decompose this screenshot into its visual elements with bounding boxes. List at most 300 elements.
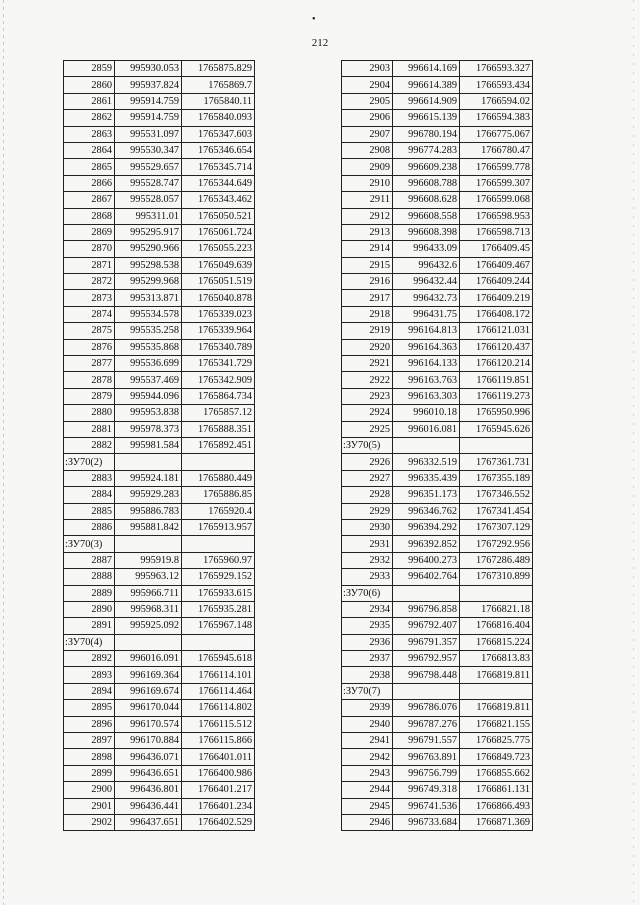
y-coordinate-cell: 1766401.217 [182, 782, 255, 798]
x-coordinate-cell: 995930.053 [115, 61, 182, 77]
table-row [342, 77, 533, 93]
table-row [64, 421, 255, 437]
point-number-cell: 2929 [342, 503, 393, 519]
table-row [342, 208, 533, 224]
section-label: :ЗУ70(4) [64, 634, 115, 650]
table-row [342, 667, 533, 683]
x-coordinate-cell: 995311.01 [115, 208, 182, 224]
point-number-cell: 2920 [342, 339, 393, 355]
x-coordinate-cell: 996780.194 [393, 126, 460, 142]
section-label: :ЗУ70(7) [342, 683, 393, 699]
coordinates-table-left [63, 60, 255, 831]
table-row [342, 159, 533, 175]
table-row [64, 388, 255, 404]
y-coordinate-cell: 1765875.829 [182, 61, 255, 77]
point-number-cell: 2887 [64, 552, 115, 568]
point-number-cell: 2882 [64, 437, 115, 453]
y-coordinate-cell: 1765055.223 [182, 241, 255, 257]
x-coordinate-cell: 996792.407 [393, 618, 460, 634]
table-row [342, 782, 533, 798]
point-number-cell: 2870 [64, 241, 115, 257]
point-number-cell: 2900 [64, 782, 115, 798]
x-coordinate-cell: 996436.801 [115, 782, 182, 798]
x-coordinate-cell: 996402.764 [393, 569, 460, 585]
point-number-cell: 2895 [64, 700, 115, 716]
x-coordinate-cell: 996792.957 [393, 651, 460, 667]
y-coordinate-cell: 1765049.639 [182, 257, 255, 273]
point-number-cell: 2912 [342, 208, 393, 224]
table-row [64, 519, 255, 535]
x-coordinate-cell: 995535.868 [115, 339, 182, 355]
empty-cell [115, 536, 182, 552]
y-coordinate-cell: 1767310.899 [460, 569, 533, 585]
x-coordinate-cell: 996335.439 [393, 470, 460, 486]
table-row [64, 798, 255, 814]
table-row [342, 765, 533, 781]
x-coordinate-cell: 996436.441 [115, 798, 182, 814]
y-coordinate-cell: 1766401.234 [182, 798, 255, 814]
x-coordinate-cell: 996615.139 [393, 110, 460, 126]
y-coordinate-cell: 1766593.434 [460, 77, 533, 93]
x-coordinate-cell: 996170.044 [115, 700, 182, 716]
point-number-cell: 2925 [342, 421, 393, 437]
x-coordinate-cell: 995886.783 [115, 503, 182, 519]
point-number-cell: 2922 [342, 372, 393, 388]
point-number-cell: 2944 [342, 782, 393, 798]
point-number-cell: 2884 [64, 487, 115, 503]
point-number-cell: 2898 [64, 749, 115, 765]
point-number-cell: 2907 [342, 126, 393, 142]
x-coordinate-cell: 995953.838 [115, 405, 182, 421]
y-coordinate-cell: 1766819.811 [460, 667, 533, 683]
y-coordinate-cell: 1765345.714 [182, 159, 255, 175]
y-coordinate-cell: 1766409.467 [460, 257, 533, 273]
table-row [64, 405, 255, 421]
y-coordinate-cell: 1765061.724 [182, 224, 255, 240]
y-coordinate-cell: 1765857.12 [182, 405, 255, 421]
point-number-cell: 2874 [64, 306, 115, 322]
x-coordinate-cell: 996169.364 [115, 667, 182, 683]
empty-cell [393, 683, 460, 699]
y-coordinate-cell: 1766821.18 [460, 601, 533, 617]
point-number-cell: 2867 [64, 192, 115, 208]
y-coordinate-cell: 1766599.068 [460, 192, 533, 208]
x-coordinate-cell: 996614.909 [393, 93, 460, 109]
x-coordinate-cell: 996749.318 [393, 782, 460, 798]
x-coordinate-cell: 996169.674 [115, 683, 182, 699]
table-row [64, 749, 255, 765]
x-coordinate-cell: 996437.651 [115, 814, 182, 830]
table-row [64, 552, 255, 568]
x-coordinate-cell: 996394.292 [393, 519, 460, 535]
point-number-cell: 2904 [342, 77, 393, 93]
empty-cell [182, 454, 255, 470]
y-coordinate-cell: 1765340.789 [182, 339, 255, 355]
empty-cell [460, 437, 533, 453]
point-number-cell: 2942 [342, 749, 393, 765]
table-row [342, 356, 533, 372]
empty-cell [460, 585, 533, 601]
point-number-cell: 2946 [342, 814, 393, 830]
x-coordinate-cell: 995536.699 [115, 356, 182, 372]
x-coordinate-cell: 995924.181 [115, 470, 182, 486]
section-header-row [342, 683, 533, 699]
point-number-cell: 2880 [64, 405, 115, 421]
point-number-cell: 2861 [64, 93, 115, 109]
y-coordinate-cell: 1766855.662 [460, 765, 533, 781]
table-row [64, 356, 255, 372]
empty-cell [115, 634, 182, 650]
table-row [64, 142, 255, 158]
point-number-cell: 2943 [342, 765, 393, 781]
y-coordinate-cell: 1765339.964 [182, 323, 255, 339]
y-coordinate-cell: 1766825.775 [460, 733, 533, 749]
point-number-cell: 2908 [342, 142, 393, 158]
point-number-cell: 2881 [64, 421, 115, 437]
x-coordinate-cell: 996791.357 [393, 634, 460, 650]
x-coordinate-cell: 996756.799 [393, 765, 460, 781]
table-row [342, 519, 533, 535]
x-coordinate-cell: 995966.711 [115, 585, 182, 601]
scan-mark: • [312, 14, 316, 25]
point-number-cell: 2928 [342, 487, 393, 503]
x-coordinate-cell: 996016.081 [393, 421, 460, 437]
table-row [64, 651, 255, 667]
table-row [64, 503, 255, 519]
point-number-cell: 2923 [342, 388, 393, 404]
x-coordinate-cell: 995925.092 [115, 618, 182, 634]
table-row [342, 274, 533, 290]
table-row [64, 618, 255, 634]
point-number-cell: 2897 [64, 733, 115, 749]
x-coordinate-cell: 996433.09 [393, 241, 460, 257]
x-coordinate-cell: 995313.871 [115, 290, 182, 306]
x-coordinate-cell: 996733.684 [393, 814, 460, 830]
point-number-cell: 2909 [342, 159, 393, 175]
point-number-cell: 2890 [64, 601, 115, 617]
section-label: :ЗУ70(5) [342, 437, 393, 453]
table-row [64, 569, 255, 585]
y-coordinate-cell: 1765840.11 [182, 93, 255, 109]
y-coordinate-cell: 1765892.451 [182, 437, 255, 453]
y-coordinate-cell: 1765040.878 [182, 290, 255, 306]
table-row [64, 585, 255, 601]
point-number-cell: 2938 [342, 667, 393, 683]
point-number-cell: 2911 [342, 192, 393, 208]
table-row [342, 405, 533, 421]
y-coordinate-cell: 1766119.273 [460, 388, 533, 404]
x-coordinate-cell: 995295.917 [115, 224, 182, 240]
x-coordinate-cell: 996170.884 [115, 733, 182, 749]
table-row [64, 93, 255, 109]
section-header-row [64, 634, 255, 650]
table-row [342, 601, 533, 617]
y-coordinate-cell: 1765050.521 [182, 208, 255, 224]
x-coordinate-cell: 996787.276 [393, 716, 460, 732]
empty-cell [393, 437, 460, 453]
point-number-cell: 2865 [64, 159, 115, 175]
y-coordinate-cell: 1766115.866 [182, 733, 255, 749]
table-row [64, 667, 255, 683]
point-number-cell: 2891 [64, 618, 115, 634]
point-number-cell: 2876 [64, 339, 115, 355]
y-coordinate-cell: 1765935.281 [182, 601, 255, 617]
x-coordinate-cell: 995937.824 [115, 77, 182, 93]
section-header-row [342, 585, 533, 601]
point-number-cell: 2863 [64, 126, 115, 142]
table-row [342, 454, 533, 470]
table-row [342, 651, 533, 667]
x-coordinate-cell: 996608.558 [393, 208, 460, 224]
point-number-cell: 2893 [64, 667, 115, 683]
y-coordinate-cell: 1765888.351 [182, 421, 255, 437]
table-row [342, 61, 533, 77]
empty-cell [460, 683, 533, 699]
table-row [64, 192, 255, 208]
point-number-cell: 2940 [342, 716, 393, 732]
x-coordinate-cell: 995914.759 [115, 110, 182, 126]
x-coordinate-cell: 995978.373 [115, 421, 182, 437]
y-coordinate-cell: 1765920.4 [182, 503, 255, 519]
table-row [342, 552, 533, 568]
y-coordinate-cell: 1765945.626 [460, 421, 533, 437]
x-coordinate-cell: 996741.536 [393, 798, 460, 814]
table-row [64, 700, 255, 716]
point-number-cell: 2866 [64, 175, 115, 191]
table-row [64, 782, 255, 798]
x-coordinate-cell: 996164.133 [393, 356, 460, 372]
x-coordinate-cell: 996796.858 [393, 601, 460, 617]
x-coordinate-cell: 996436.651 [115, 765, 182, 781]
y-coordinate-cell: 1765913.957 [182, 519, 255, 535]
table-row [64, 208, 255, 224]
table-row [64, 765, 255, 781]
table-row [64, 733, 255, 749]
table-row [342, 323, 533, 339]
table-row [342, 257, 533, 273]
point-number-cell: 2902 [64, 814, 115, 830]
y-coordinate-cell: 1767292.956 [460, 536, 533, 552]
point-number-cell: 2862 [64, 110, 115, 126]
y-coordinate-cell: 1765933.615 [182, 585, 255, 601]
x-coordinate-cell: 996164.813 [393, 323, 460, 339]
x-coordinate-cell: 996170.574 [115, 716, 182, 732]
y-coordinate-cell: 1766408.172 [460, 306, 533, 322]
table-row [64, 77, 255, 93]
table-row [342, 192, 533, 208]
table-row [342, 716, 533, 732]
table-row [342, 569, 533, 585]
table-row [342, 421, 533, 437]
point-number-cell: 2919 [342, 323, 393, 339]
x-coordinate-cell: 996608.398 [393, 224, 460, 240]
point-number-cell: 2939 [342, 700, 393, 716]
y-coordinate-cell: 1766114.101 [182, 667, 255, 683]
point-number-cell: 2889 [64, 585, 115, 601]
x-coordinate-cell: 996432.73 [393, 290, 460, 306]
y-coordinate-cell: 1766819.811 [460, 700, 533, 716]
point-number-cell: 2931 [342, 536, 393, 552]
empty-cell [182, 634, 255, 650]
point-number-cell: 2860 [64, 77, 115, 93]
x-coordinate-cell: 995963.12 [115, 569, 182, 585]
x-coordinate-cell: 996436.071 [115, 749, 182, 765]
point-number-cell: 2878 [64, 372, 115, 388]
table-row [342, 93, 533, 109]
x-coordinate-cell: 995528.057 [115, 192, 182, 208]
scan-edge-left [3, 0, 4, 905]
page-number: 212 [311, 37, 329, 49]
x-coordinate-cell: 995968.311 [115, 601, 182, 617]
x-coordinate-cell: 996163.303 [393, 388, 460, 404]
table-row [64, 61, 255, 77]
y-coordinate-cell: 1767346.552 [460, 487, 533, 503]
y-coordinate-cell: 1765344.649 [182, 175, 255, 191]
table-row [342, 388, 533, 404]
table-row [342, 798, 533, 814]
point-number-cell: 2917 [342, 290, 393, 306]
point-number-cell: 2873 [64, 290, 115, 306]
scan-edge-right [633, 0, 634, 905]
point-number-cell: 2915 [342, 257, 393, 273]
section-label: :ЗУ70(3) [64, 536, 115, 552]
point-number-cell: 2934 [342, 601, 393, 617]
table-row [64, 159, 255, 175]
y-coordinate-cell: 1765869.7 [182, 77, 255, 93]
x-coordinate-cell: 995981.584 [115, 437, 182, 453]
table-row [342, 290, 533, 306]
x-coordinate-cell: 996351.173 [393, 487, 460, 503]
y-coordinate-cell: 1766400.986 [182, 765, 255, 781]
y-coordinate-cell: 1766402.529 [182, 814, 255, 830]
table-row [342, 618, 533, 634]
x-coordinate-cell: 996392.852 [393, 536, 460, 552]
point-number-cell: 2932 [342, 552, 393, 568]
point-number-cell: 2930 [342, 519, 393, 535]
y-coordinate-cell: 1766119.851 [460, 372, 533, 388]
y-coordinate-cell: 1765960.97 [182, 552, 255, 568]
section-label: :ЗУ70(6) [342, 585, 393, 601]
point-number-cell: 2877 [64, 356, 115, 372]
y-coordinate-cell: 1766598.953 [460, 208, 533, 224]
y-coordinate-cell: 1765051.519 [182, 274, 255, 290]
table-row [342, 536, 533, 552]
y-coordinate-cell: 1765840.093 [182, 110, 255, 126]
table-row [64, 683, 255, 699]
y-coordinate-cell: 1765967.148 [182, 618, 255, 634]
point-number-cell: 2936 [342, 634, 393, 650]
y-coordinate-cell: 1765347.603 [182, 126, 255, 142]
table-row [342, 700, 533, 716]
point-number-cell: 2935 [342, 618, 393, 634]
point-number-cell: 2864 [64, 142, 115, 158]
point-number-cell: 2859 [64, 61, 115, 77]
point-number-cell: 2924 [342, 405, 393, 421]
table-row [342, 749, 533, 765]
y-coordinate-cell: 1766780.47 [460, 142, 533, 158]
point-number-cell: 2886 [64, 519, 115, 535]
point-number-cell: 2894 [64, 683, 115, 699]
table-row [64, 274, 255, 290]
point-number-cell: 2901 [64, 798, 115, 814]
point-number-cell: 2879 [64, 388, 115, 404]
point-number-cell: 2918 [342, 306, 393, 322]
x-coordinate-cell: 996774.283 [393, 142, 460, 158]
table-row [64, 372, 255, 388]
point-number-cell: 2885 [64, 503, 115, 519]
table-row [342, 306, 533, 322]
y-coordinate-cell: 1765339.023 [182, 306, 255, 322]
x-coordinate-cell: 996791.557 [393, 733, 460, 749]
table-row [342, 241, 533, 257]
table-row [342, 733, 533, 749]
x-coordinate-cell: 995530.347 [115, 142, 182, 158]
x-coordinate-cell: 995290.966 [115, 241, 182, 257]
x-coordinate-cell: 996798.448 [393, 667, 460, 683]
y-coordinate-cell: 1766598.713 [460, 224, 533, 240]
y-coordinate-cell: 1765945.618 [182, 651, 255, 667]
table-row [64, 290, 255, 306]
x-coordinate-cell: 996763.891 [393, 749, 460, 765]
y-coordinate-cell: 1766114.802 [182, 700, 255, 716]
x-coordinate-cell: 996614.389 [393, 77, 460, 93]
table-row [342, 339, 533, 355]
table-row [64, 323, 255, 339]
section-header-row [64, 536, 255, 552]
point-number-cell: 2896 [64, 716, 115, 732]
table-row [342, 110, 533, 126]
y-coordinate-cell: 1766409.219 [460, 290, 533, 306]
point-number-cell: 2872 [64, 274, 115, 290]
point-number-cell: 2875 [64, 323, 115, 339]
table-row [342, 372, 533, 388]
x-coordinate-cell: 995534.578 [115, 306, 182, 322]
y-coordinate-cell: 1766409.45 [460, 241, 533, 257]
table-row [342, 142, 533, 158]
x-coordinate-cell: 995528.747 [115, 175, 182, 191]
coordinates-table-right [341, 60, 533, 831]
table-row [64, 601, 255, 617]
x-coordinate-cell: 995529.657 [115, 159, 182, 175]
x-coordinate-cell: 996608.788 [393, 175, 460, 191]
point-number-cell: 2871 [64, 257, 115, 273]
y-coordinate-cell: 1766821.155 [460, 716, 533, 732]
y-coordinate-cell: 1767307.129 [460, 519, 533, 535]
y-coordinate-cell: 1767286.489 [460, 552, 533, 568]
y-coordinate-cell: 1766594.02 [460, 93, 533, 109]
y-coordinate-cell: 1767341.454 [460, 503, 533, 519]
x-coordinate-cell: 995944.096 [115, 388, 182, 404]
y-coordinate-cell: 1765880.449 [182, 470, 255, 486]
table-row [342, 487, 533, 503]
point-number-cell: 2899 [64, 765, 115, 781]
table-row [342, 470, 533, 486]
point-number-cell: 2910 [342, 175, 393, 191]
x-coordinate-cell: 996608.628 [393, 192, 460, 208]
point-number-cell: 2868 [64, 208, 115, 224]
y-coordinate-cell: 1766849.723 [460, 749, 533, 765]
x-coordinate-cell: 995298.538 [115, 257, 182, 273]
y-coordinate-cell: 1766861.131 [460, 782, 533, 798]
y-coordinate-cell: 1766401.011 [182, 749, 255, 765]
x-coordinate-cell: 995299.968 [115, 274, 182, 290]
y-coordinate-cell: 1766813.83 [460, 651, 533, 667]
y-coordinate-cell: 1765929.152 [182, 569, 255, 585]
table-row [64, 175, 255, 191]
x-coordinate-cell: 996432.6 [393, 257, 460, 273]
point-number-cell: 2916 [342, 274, 393, 290]
section-label: :ЗУ70(2) [64, 454, 115, 470]
